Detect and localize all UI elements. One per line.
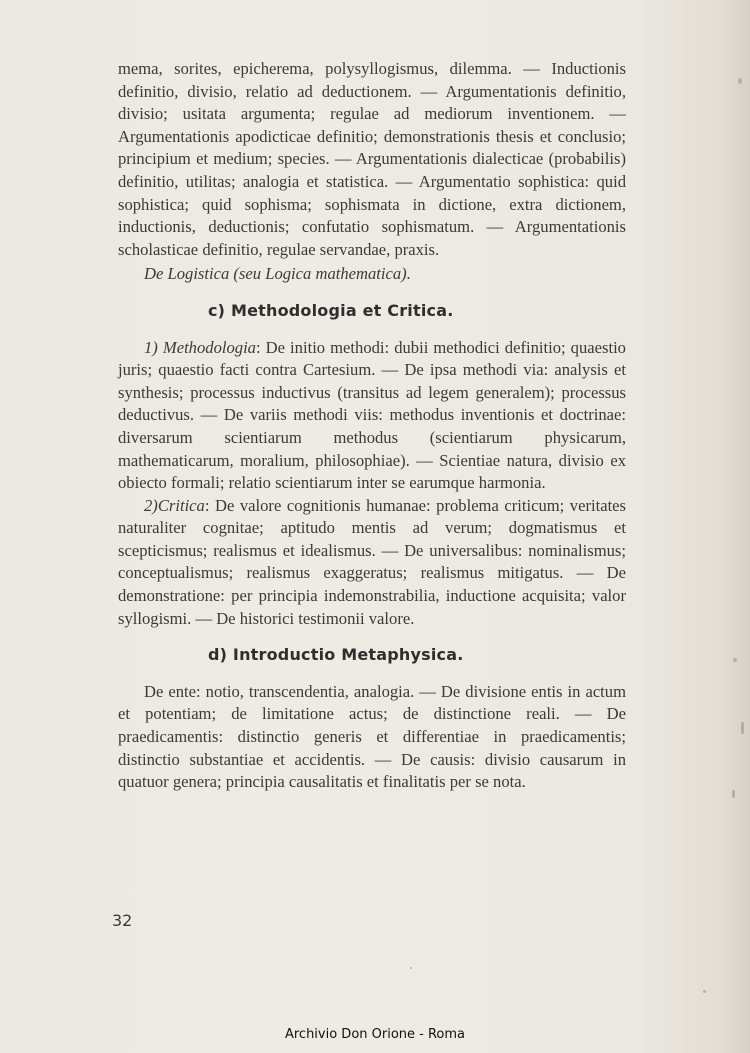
section-d-heading: d) Introductio Metaphysica.	[208, 645, 464, 665]
metaphysica-paragraph: De ente: notio, transcendentia, analogia. — De divisione entis in actum et potentiam; de limitatione actus; de distinctione reali. — De praedicamentis: distinctio generis et differentiae in praedicamentis; distinctio substantiae et accidentis. — De causis: divisio causarum in quatuor genera; principia causalitatis et finalitatis per se nota.	[118, 681, 626, 792]
section-c-heading: c) Methodologia et Critica.	[208, 300, 454, 320]
intro-paragraph: mema, sorites, epicherema, polysyllogismus, dilemma. — Inductionis definitio, divisio, relatio ad deductionem. — Argumentationis definitio, divisio; usitata argumenta; regulae ad mediorum inventionem. — Argumentationis apodicticae definitio; demonstrationis thesis et conclusio; principium et medium; species. — Argumentationis dialecticae (probabilis) definitio, utilitas; analogia et statistica. — Argumentatio sophistica: quid sophistica; quid sophisma; sophismata in dictione, extra dictionem, inductionis, deductionis; confutatio sophismatum. — Argumentationis scholasticae definitio, regulae servandae, praxis.	[118, 59, 626, 259]
critica-paragraph	[118, 495, 626, 631]
paper-speck	[738, 78, 742, 84]
paper-speck	[703, 990, 706, 993]
paper-speck	[410, 967, 412, 969]
page-number: 32	[112, 911, 133, 930]
methodologia-label: 1) Methodologia	[144, 337, 256, 357]
page-text	[118, 58, 626, 794]
critica-label: 2)Critica	[144, 495, 205, 515]
logistica-line: De Logistica (seu Logica mathematica).	[144, 264, 411, 284]
critica-text: : De valore cognitionis humanae: problema criticum; veritates naturaliter cognitae; aptitudo mentis ad verum; dogmatismus et scepticismus; realismus et idealismus. — De universalibus: nominalismus; conceptualismus; realismus exaggeratus; realismus mitigatus. — De demonstratione: per principia indemonstrabilia, inductione acquisita; valor syllogismi. — De historici testimonii valore.	[118, 495, 626, 628]
paper-speck	[733, 658, 737, 662]
archive-footer: Archivio Don Orione - Roma	[284, 1027, 466, 1042]
methodologia-text: : De initio methodi: dubii methodici definitio; quaestio juris; quaestio facti contra Cartesium. — De ipsa methodi via: analysis et synthesis; processus inductivus (transitus ad legem generalem); processus deductivus. — De variis methodi viis: methodus inventionis et doctrinae: diversarum scientiarum methodus (scientiarum physicarum, mathematicarum, moralium, philosophiae). — Scientiae natura, divisio ex obiecto formali; relatio scientiarum inter se earumque harmonia.	[118, 337, 626, 493]
methodologia-paragraph	[118, 337, 626, 495]
paper-speck	[732, 790, 735, 798]
paper-speck	[741, 722, 744, 734]
